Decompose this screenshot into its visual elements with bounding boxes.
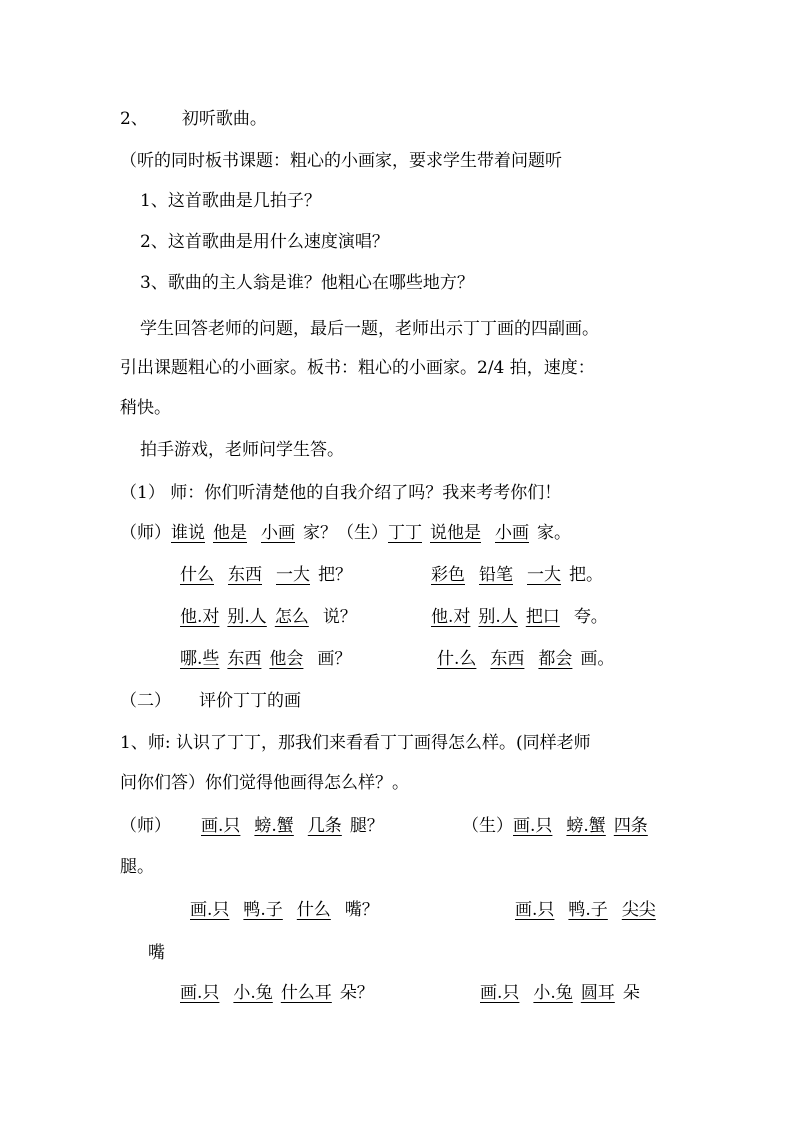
- dialog-row-answer: [462, 815, 648, 837]
- lyric-word: 小.兔: [533, 983, 573, 1003]
- question-2: 2、这首歌曲是用什么速度演唱？: [140, 232, 389, 252]
- lyric-word: 谁说: [171, 523, 205, 543]
- lyric-word: 他.对: [180, 607, 220, 627]
- paragraph-line: 学生回答老师的问题，最后一题，老师出示丁丁画的四副画。: [140, 319, 599, 339]
- lyric-word: 画.只: [201, 816, 241, 836]
- lyric-word: 都会: [538, 649, 573, 669]
- dialog-row-answer: [480, 982, 640, 1004]
- lyric-word: 画.只: [513, 816, 553, 836]
- lyric-word: 什么: [296, 900, 331, 920]
- wrapped-word: 腿。: [120, 857, 154, 877]
- lyric-word: 画。: [580, 649, 615, 669]
- dialog-row: [190, 899, 379, 921]
- lyric-word: 把。: [569, 565, 603, 585]
- lyric-word: 怎么: [274, 607, 309, 627]
- lyric-word: 画.只: [190, 900, 230, 920]
- lyric-word: 圆耳: [580, 983, 615, 1003]
- lyric-word: 他.对: [431, 607, 471, 627]
- dialog-row-answer: [515, 899, 656, 921]
- lyric-word: 东西: [227, 649, 262, 669]
- lyric-word: 几条: [307, 816, 342, 836]
- lyric-word: 家。: [537, 523, 571, 543]
- lyric-word: 尖尖: [621, 900, 656, 920]
- dialog-row-answer: [431, 564, 603, 586]
- dialog-row: [180, 982, 374, 1004]
- lyric-word: 什.么: [437, 649, 477, 669]
- lyric-word: 彩色: [431, 565, 465, 585]
- lyric-word: 画.只: [480, 983, 520, 1003]
- dialog-row: [120, 522, 571, 544]
- teacher-label: （师）: [120, 523, 171, 543]
- lyric-word: 小画: [261, 523, 295, 543]
- lyric-word: 朵: [622, 983, 640, 1003]
- lyric-word: 鸭.子: [568, 900, 608, 920]
- lyric-word: 东西: [228, 565, 262, 585]
- lyric-word: 小画: [495, 523, 529, 543]
- lyric-word: 画？: [317, 649, 352, 669]
- question-1: 1、这首歌曲是几拍子？: [140, 191, 321, 211]
- teacher-label: （师）: [120, 816, 171, 836]
- lyric-word: 螃.蟹: [566, 816, 606, 836]
- paragraph-line: 引出课题粗心的小画家。板书：粗心的小画家。2/4 拍，速度：: [120, 358, 595, 378]
- question-3: 3、歌曲的主人翁是谁？他粗心在哪些地方？: [140, 273, 474, 293]
- lyric-word: 小.兔: [233, 983, 273, 1003]
- paragraph-line: 稍快。: [120, 398, 171, 418]
- lyric-word: 把口: [525, 607, 560, 627]
- lyric-word: 夸。: [573, 607, 608, 627]
- paragraph-line: 1、师: 认识了丁丁，那我们来看看丁丁画得怎么样。(同样老师: [120, 733, 591, 753]
- lyric-word: 说？: [322, 607, 357, 627]
- lyric-word: 一大: [527, 565, 561, 585]
- dialog-row: [120, 815, 384, 837]
- lyric-word: 别.人: [227, 607, 267, 627]
- dialog-row-answer: [431, 606, 608, 628]
- lyric-word: 一大: [276, 565, 310, 585]
- board-note: （听的同时板书课题：粗心的小画家，要求学生带着问题听: [120, 151, 562, 171]
- section-title: 评价丁丁的画: [199, 691, 301, 711]
- dialog-row: [180, 564, 352, 586]
- lyric-word: 嘴？: [344, 900, 379, 920]
- game-intro: 拍手游戏，老师问学生答。: [140, 440, 344, 460]
- lyric-word: 把？: [318, 565, 352, 585]
- student-label: （生）: [462, 816, 513, 836]
- lyric-word: 画.只: [180, 983, 220, 1003]
- section-two-heading: [120, 690, 301, 712]
- lyric-word: 说他是: [430, 523, 481, 543]
- lyric-word: 哪.些: [180, 649, 220, 669]
- lyric-word: 腿？: [349, 816, 384, 836]
- lyric-word: 什么耳: [280, 983, 332, 1003]
- lyric-word: 螃.蟹: [254, 816, 294, 836]
- lyric-word: 什么: [180, 565, 214, 585]
- lyric-word: 家？: [303, 523, 337, 543]
- wrapped-word: 嘴: [148, 943, 165, 963]
- dialog-row: [180, 606, 357, 628]
- section-number: 2、: [120, 109, 148, 129]
- dialog-row-answer: [437, 648, 614, 670]
- student-label: （生）: [337, 523, 388, 543]
- lyric-word: 鸭.子: [243, 900, 283, 920]
- lyric-word: 画.只: [515, 900, 555, 920]
- lyric-word: 铅笔: [479, 565, 513, 585]
- section-title: 初听歌曲。: [181, 109, 267, 129]
- paragraph-line: 问你们答）你们觉得他画得怎么样？。: [120, 773, 409, 793]
- lyric-word: 丁丁: [388, 523, 422, 543]
- lyric-word: 他是: [213, 523, 247, 543]
- item-1: （1） 师：你们听清楚他的自我介绍了吗？我来考考你们！: [120, 483, 562, 503]
- lyric-word: 别.人: [478, 607, 518, 627]
- lyric-word: 四条: [613, 816, 648, 836]
- dialog-row: [180, 648, 351, 670]
- lyric-word: 他会: [269, 649, 304, 669]
- section-label: （二）: [120, 691, 171, 711]
- section-2-heading: [120, 108, 267, 130]
- lyric-word: 朵？: [339, 983, 374, 1003]
- lyric-word: 东西: [490, 649, 525, 669]
